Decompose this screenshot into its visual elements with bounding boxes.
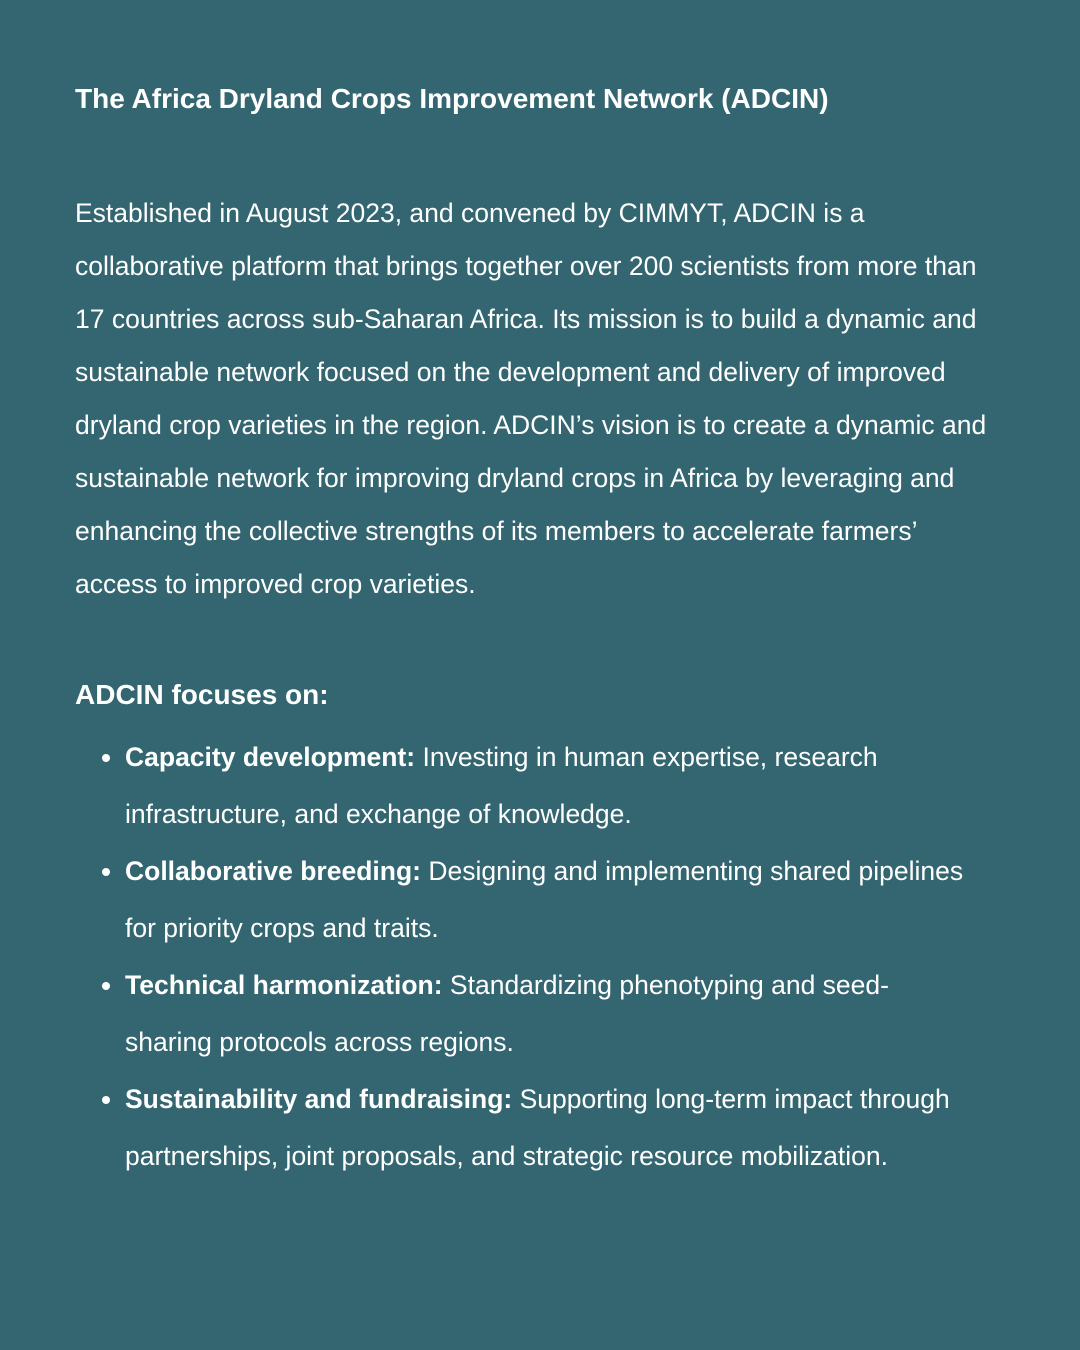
focus-item-term: Capacity development: <box>125 742 416 772</box>
focus-item-description: Supporting long-term impact through partnerships, joint proposals, and strategic resource mobilization. <box>125 1084 950 1171</box>
focus-item-description: Investing in human expertise, research infrastructure, and exchange of knowledge. <box>125 742 878 829</box>
bullet-icon <box>102 1096 110 1104</box>
focus-heading: ADCIN focuses on: <box>75 679 329 710</box>
intro-paragraph: Established in August 2023, and convened by CIMMYT, ADCIN is a collaborative platform that brings together over 200 scientists from more than 17 countries across sub-Saharan Africa. Its mission is to build a dynamic and sustainable network focused on the development and delivery of improved dryland crop varieties in the region. ADCIN’s vision is to create a dynamic and sustainable network for improving dryland crops in Africa by leveraging and enhancing the collective strengths of its members to accelerate farmers’ access to improved crop varieties. <box>75 198 987 599</box>
focus-list <box>75 729 1005 1185</box>
focus-item-description: Standardizing phenotyping and seed-sharing protocols across regions. <box>125 970 889 1057</box>
focus-item-term: Collaborative breeding: <box>125 856 421 886</box>
focus-item-term: Technical harmonization: <box>125 970 443 1000</box>
focus-item-term: Sustainability and fundraising: <box>125 1084 513 1114</box>
focus-item-technical-harmonization <box>75 957 965 1071</box>
bullet-icon <box>102 868 110 876</box>
bullet-icon <box>102 754 110 762</box>
focus-item-capacity-development <box>75 729 965 843</box>
focus-item-sustainability-fundraising <box>75 1071 965 1185</box>
focus-item-collaborative-breeding <box>75 843 965 957</box>
focus-item-description: Designing and implementing shared pipelines for priority crops and traits. <box>125 856 964 943</box>
bullet-icon <box>102 982 110 990</box>
page-title: The Africa Dryland Crops Improvement Network (ADCIN) <box>75 83 829 114</box>
